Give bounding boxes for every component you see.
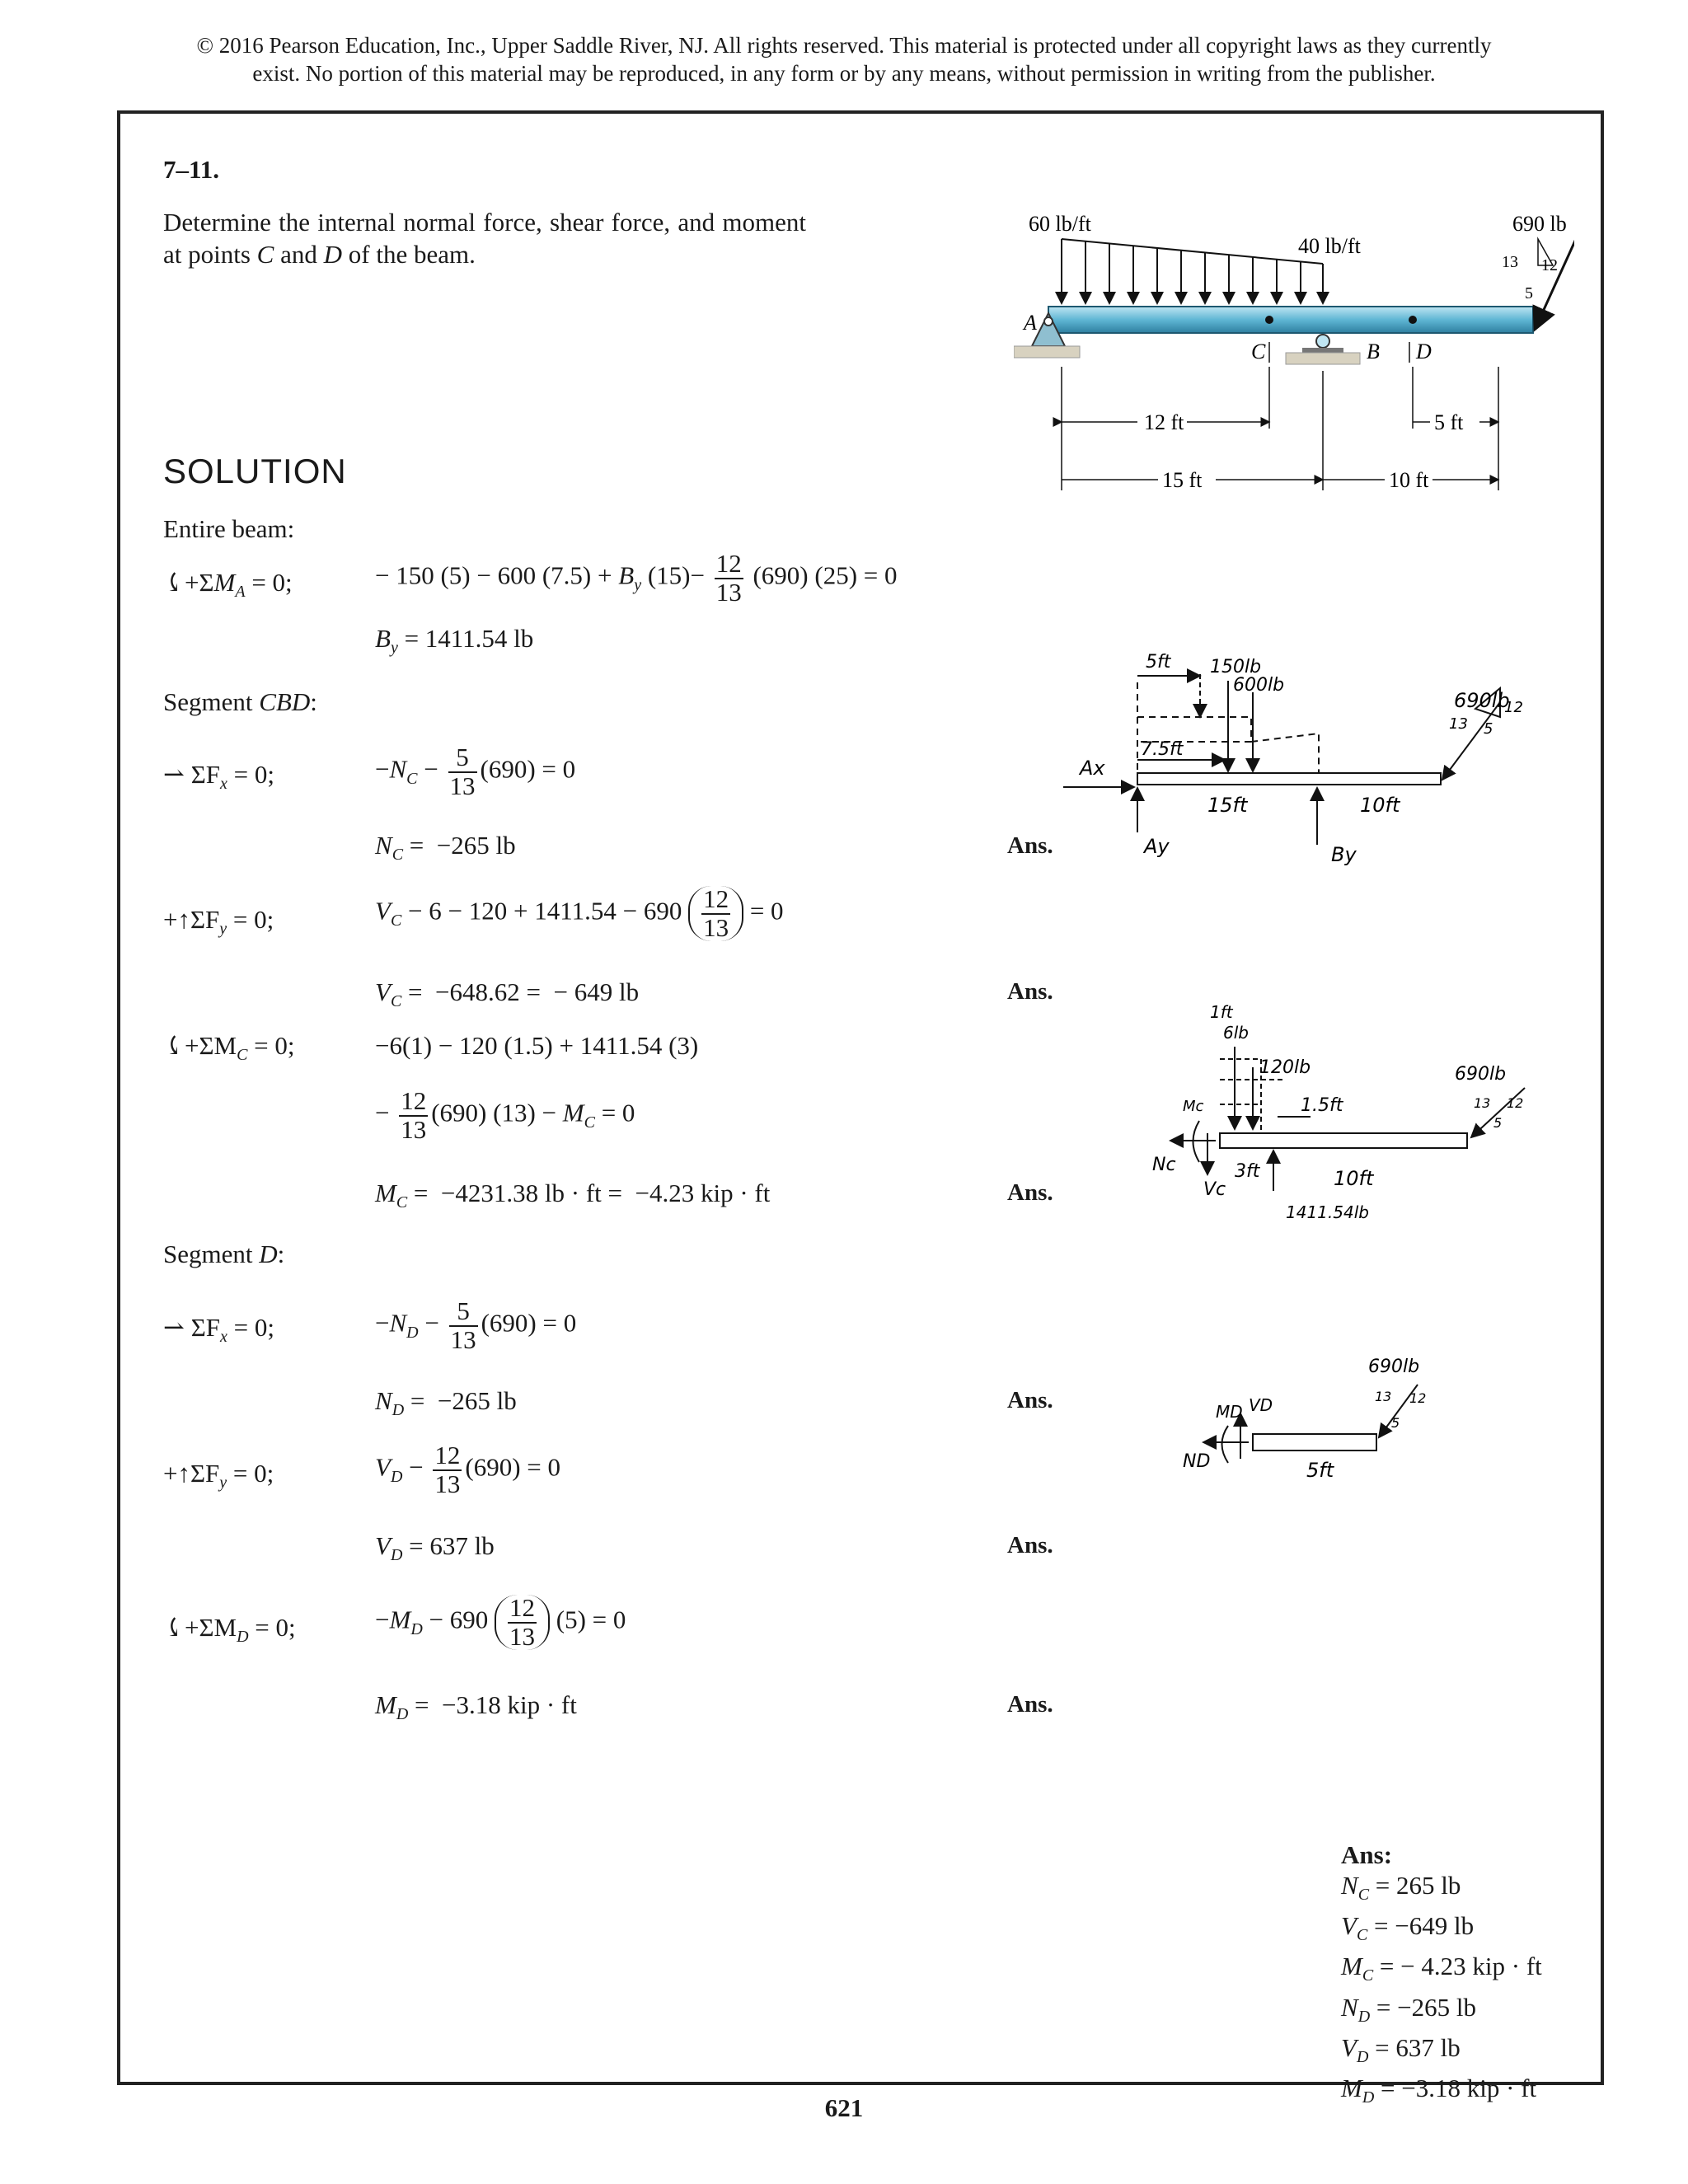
eq-moment-c-line2: − $\frac{12}{13}$ (690) $(13) - M_C = 0$ xyxy=(375,1086,635,1144)
fbd2-dim-1ft: 1ft xyxy=(1210,1002,1233,1022)
summary-nc: $N_C = 265$ lb xyxy=(1341,1871,1461,1905)
fbd-entire-beam xyxy=(1055,651,1550,882)
fbd1-ay: Ay xyxy=(1144,835,1170,858)
fbd3-md: MD xyxy=(1216,1402,1243,1422)
fbd3-vd: VD xyxy=(1249,1395,1273,1415)
answer-summary xyxy=(1341,1840,1542,2113)
fbd2-s12: 12 xyxy=(1507,1095,1524,1111)
beam-figure xyxy=(1014,206,1574,503)
ans-mc: Ans. xyxy=(1007,1179,1053,1206)
fbd2-force-120: 120lb xyxy=(1259,1057,1311,1078)
beam xyxy=(1048,307,1533,333)
eq-fx-d: $-N_D$ − $\frac{5}{13}$ (690) = 0 xyxy=(375,1296,577,1354)
fbd2-s13: 13 xyxy=(1474,1095,1491,1111)
fbd3-s13: 13 xyxy=(1375,1389,1392,1404)
section-entire-beam: Entire beam: xyxy=(163,514,295,543)
copyright-line-1: © 2016 Pearson Education, Inc., Upper Saddle River, NJ. All rights reserved. This material is protected under all copyright laws as they currently xyxy=(196,33,1492,58)
dim-10ft: 10 ft xyxy=(1389,468,1429,492)
page-number: 621 xyxy=(824,2093,864,2122)
fbd1-dim-15ft: 15ft xyxy=(1207,794,1248,817)
dim-15ft: 15 ft xyxy=(1162,468,1203,492)
eq-fx-cbd: $-N_C$ − $\frac{5}{13}$ (690) = 0 xyxy=(375,743,576,800)
fbd2-dim-10ft: 10ft xyxy=(1334,1167,1374,1190)
slope-12: 12 xyxy=(1541,256,1558,274)
problem-number: 7–11. xyxy=(163,155,220,184)
fbd3-force-690: 690lb xyxy=(1368,1357,1420,1377)
fbd2-force-6: 6lb xyxy=(1223,1023,1249,1043)
point-d-marker xyxy=(1409,316,1417,324)
eq-fy-d: $V_D$ − $\frac{12}{13}$ (690) = 0 xyxy=(375,1441,561,1498)
ans-nd: Ans. xyxy=(1007,1387,1053,1413)
distributed-load xyxy=(1062,239,1323,303)
load-40-label: 40 lb/ft xyxy=(1298,234,1361,258)
force-690-arrow xyxy=(1535,239,1574,330)
fbd2-mc: Mc xyxy=(1183,1098,1204,1115)
eq-label-fx-cbd: ⇀ $\Sigma F_x = 0$; xyxy=(163,760,275,794)
fbd2-force-690: 690lb xyxy=(1455,1064,1507,1085)
fbd1-s12: 12 xyxy=(1504,699,1523,716)
load-60-label: 60 lb/ft xyxy=(1029,212,1091,236)
fbd2-vc: Vc xyxy=(1203,1179,1226,1200)
fbd1-dim-5ft: 5ft xyxy=(1146,652,1171,673)
fbd1-s5: 5 xyxy=(1484,720,1493,738)
fbd3-dim-5ft: 5ft xyxy=(1306,1459,1334,1482)
fbd2-s5: 5 xyxy=(1493,1115,1503,1131)
ans-vd: Ans. xyxy=(1007,1532,1053,1558)
slope-5: 5 xyxy=(1525,284,1533,302)
fbd1-force-600: 600lb xyxy=(1233,675,1285,696)
eq-mc-result: $M_C = -4231.38$ lb · ft = −4.23 kip · ft xyxy=(375,1179,771,1212)
eq-label-fy-d: $+↑\Sigma F_y = 0$; xyxy=(163,1459,274,1493)
summary-mc: $M_C$ = − 4.23 kip · ft xyxy=(1341,1952,1542,1985)
eq-moment-c-line1: −6(1) − 120 (1.5) + 1411.54 (3) xyxy=(375,1031,699,1060)
eq-nd-result: $N_D = -265$ lb xyxy=(375,1386,517,1420)
fbd1-s13: 13 xyxy=(1449,715,1468,733)
fbd1-dim-7-5ft: 7.5ft xyxy=(1141,739,1184,760)
eq-moment-d: $-M_D - 690$ $\frac{12}{13}$ (5) = 0 xyxy=(375,1593,626,1651)
summary-nd: $N_D = -265$ lb xyxy=(1341,1992,1476,2026)
fbd2-dim-1-5ft: 1.5ft xyxy=(1301,1095,1343,1116)
section-segment-d: Segment D: xyxy=(163,1240,285,1268)
force-690-label: 690 lb xyxy=(1512,212,1567,236)
copyright-notice xyxy=(0,31,1688,87)
dimension-lines xyxy=(1062,367,1498,490)
summary-title: Ans: xyxy=(1341,1840,1393,1869)
eq-moment-a: − 150 (5) − 600 $(7.5) + B_y$ (15)− $\frac{12}{13}$ (690) (25) = 0 xyxy=(375,549,898,607)
dim-5ft: 5 ft xyxy=(1434,410,1464,434)
eq-nc-result: $N_C = -265$ lb xyxy=(375,831,516,865)
eq-label-moment-d: $⤹+\Sigma M_D = 0$; xyxy=(163,1613,296,1647)
eq-fy-cbd: $V_C - 6 - 120 + 1411.54 - 690$ $\frac{12}{13}$ = 0 xyxy=(375,884,784,942)
fbd-segment-d xyxy=(1170,1352,1451,1516)
eq-label-moment-c: $⤹+\Sigma M_C = 0$; xyxy=(163,1031,295,1065)
eq-label-fy-cbd: $+↑\Sigma F_y = 0$; xyxy=(163,905,274,939)
eq-by-result: $B_y = 1411.54$ lb xyxy=(375,624,534,658)
summary-vd: $V_D = 637$ lb xyxy=(1341,2032,1461,2066)
fbd2-nc: Nc xyxy=(1152,1155,1176,1175)
summary-vc: $V_C = -649$ lb xyxy=(1341,1911,1475,1945)
label-b: B xyxy=(1367,340,1380,363)
eq-vd-result: $V_D = 637$ lb xyxy=(375,1531,495,1565)
summary-md: $M_D = -3.18$ kip · ft xyxy=(1341,2073,1537,2107)
fbd1-by: By xyxy=(1331,843,1357,866)
label-c: C xyxy=(1251,340,1266,363)
fbd3-nd: ND xyxy=(1183,1451,1211,1472)
ans-md: Ans. xyxy=(1007,1691,1053,1718)
roller-support-b xyxy=(1286,335,1360,364)
fbd1-force-690: 690lb xyxy=(1454,689,1510,712)
ans-vc: Ans. xyxy=(1007,978,1053,1005)
dim-12ft: 12 ft xyxy=(1144,410,1184,434)
label-d: D xyxy=(1416,340,1432,363)
eq-vc-result: $V_C = -648.62$ = − 649 lb xyxy=(375,977,640,1011)
ans-nc: Ans. xyxy=(1007,832,1053,859)
fbd1-dim-10ft: 10ft xyxy=(1360,794,1400,817)
fbd1-force-150: 150lb xyxy=(1210,657,1262,677)
fbd-segment-cbd xyxy=(1137,997,1566,1236)
fbd3-s5: 5 xyxy=(1391,1415,1400,1431)
eq-md-result: $M_D = -3.18$ kip · ft xyxy=(375,1690,577,1724)
point-c-marker xyxy=(1265,316,1273,324)
eq-label-fx-d: ⇀ $\Sigma F_x = 0$; xyxy=(163,1313,275,1347)
slope-13: 13 xyxy=(1502,253,1518,271)
fbd2-by: 1411.54lb xyxy=(1286,1202,1369,1222)
fbd1-ax: Ax xyxy=(1080,757,1105,780)
problem-statement: Determine the internal normal force, shear force, and moment at points C and D of the beam. xyxy=(163,208,806,269)
fbd2-dim-3ft: 3ft xyxy=(1235,1161,1260,1182)
eq-label-moment-a: $⤹+\Sigma M_A = 0$; xyxy=(163,568,293,602)
solution-heading: SOLUTION xyxy=(163,452,347,490)
copyright-line-2: exist. No portion of this material may be reproduced, in any form or by any means, without permission in writing from the publisher. xyxy=(252,61,1436,86)
section-segment-cbd: Segment CBD: xyxy=(163,687,317,716)
fbd3-s12: 12 xyxy=(1409,1390,1427,1406)
label-a: A xyxy=(1024,311,1037,335)
